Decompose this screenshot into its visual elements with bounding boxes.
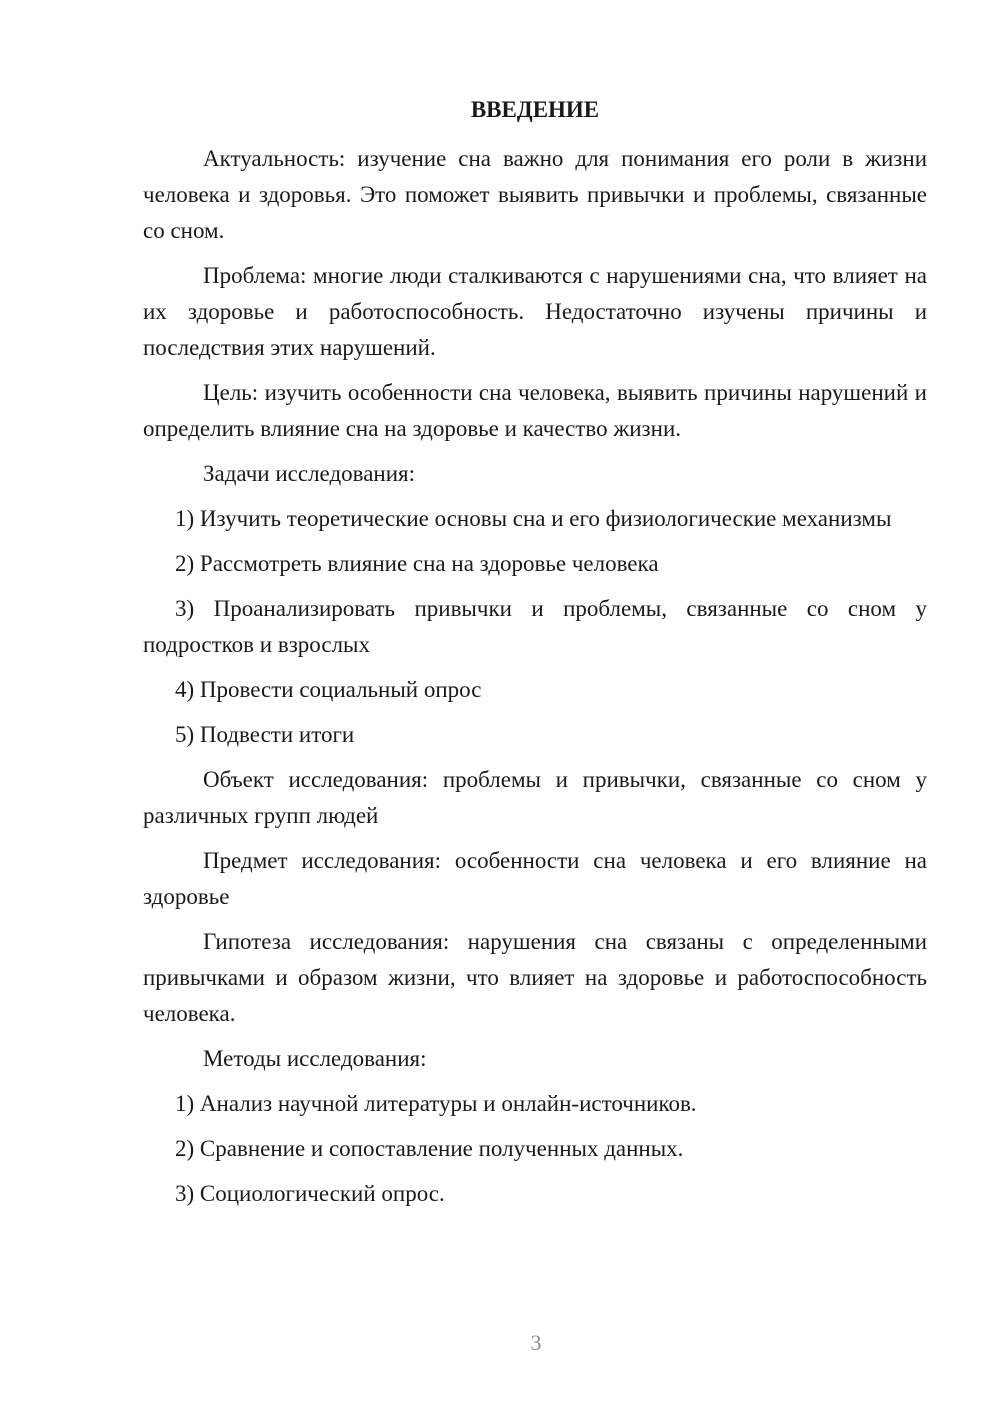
problem-paragraph: Проблема: многие люди сталкиваются с нарушениями сна, что влияет на их здоровье и работоспособность. Недостаточно изучены причины и последствия этих нарушений. [143,263,927,360]
method-item-1: 1) Анализ научной литературы и онлайн-источников. [175,1091,697,1116]
page-content [143,95,927,1221]
page-number: 3 [530,1330,542,1355]
method-item-2: 2) Сравнение и сопоставление полученных данных. [175,1136,684,1161]
task-item-1: 1) Изучить теоретические основы сна и его физиологические механизмы [175,506,892,531]
task-item-5: 5) Подвести итоги [175,722,355,747]
method-item-3: 3) Социологический опрос. [175,1181,445,1206]
task-item-3: 3) Проанализировать привычки и проблемы, связанные со сном у подростков и взрослых [143,596,927,657]
task-item-4: 4) Провести социальный опрос [175,677,482,702]
page-title: ВВЕДЕНИЕ [470,97,600,122]
goal-paragraph: Цель: изучить особенности сна человека, выявить причины нарушений и определить влияние сна на здоровье и качество жизни. [143,380,927,441]
object-paragraph: Объект исследования: проблемы и привычки, связанные со сном у различных групп людей [143,767,927,828]
hypothesis-paragraph: Гипотеза исследования: нарушения сна связаны с определенными привычками и образом жизни, что влияет на здоровье и работоспособность человека. [143,929,927,1026]
methods-title: Методы исследования: [203,1046,427,1071]
task-item-2: 2) Рассмотреть влияние сна на здоровье человека [175,551,659,576]
subject-paragraph: Предмет исследования: особенности сна человека и его влияние на здоровье [143,848,927,909]
tasks-title: Задачи исследования: [203,461,416,486]
relevance-paragraph: Актуальность: изучение сна важно для понимания его роли в жизни человека и здоровья. Это поможет выявить привычки и проблемы, связанные со сном. [143,146,927,243]
